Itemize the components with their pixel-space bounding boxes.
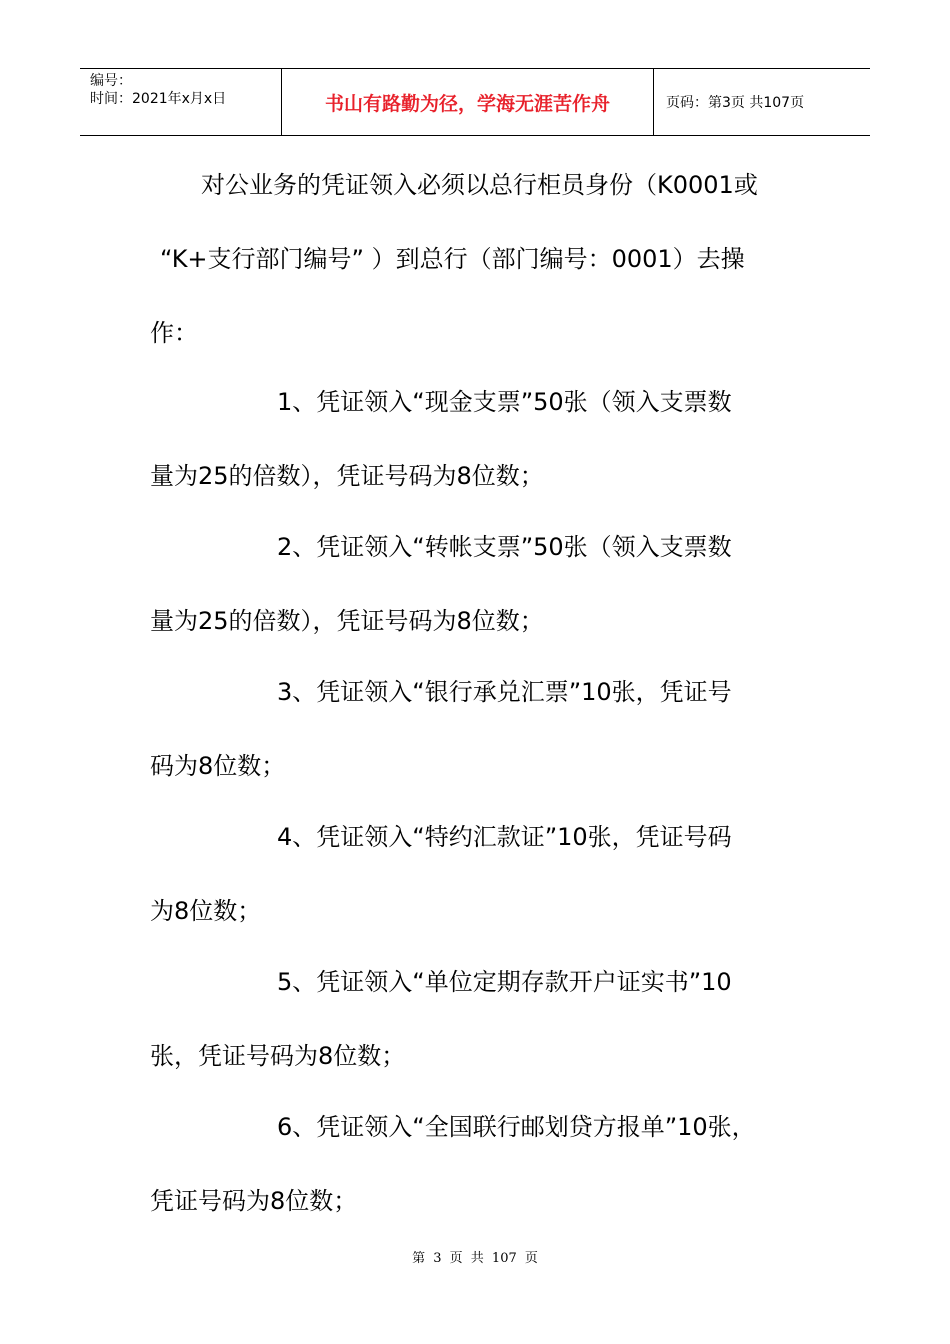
body-line-8: 3、凭证领入“银行承兑汇票”10张，凭证号 [277, 678, 732, 706]
label-time: 时间：2021年x月x日 [90, 91, 227, 107]
body-line-6: 2、凭证领入“转帐支票”50张（领入支票数 [277, 533, 732, 561]
header-page-info: 页码：第3页 共107页 [666, 95, 805, 111]
header-meta [80, 69, 281, 135]
header-motto: 书山有路勤为径，学海无涯苦作舟 [281, 69, 654, 135]
label-number: 编号： [90, 73, 132, 89]
body-line-13: 张，凭证号码为8位数； [150, 1042, 406, 1070]
body-line-15: 凭证号码为8位数； [150, 1187, 358, 1215]
page-footer: 第 3 页 共 107 页 [412, 1251, 538, 1266]
body-line-4: 1、凭证领入“现金支票”50张（领入支票数 [277, 388, 732, 416]
body-line-12: 5、凭证领入“单位定期存款开户证实书”10 [277, 968, 732, 996]
body-line-2: “K+支行部门编号” ）到总行（部门编号：0001）去操 [160, 245, 745, 273]
body-line-7: 量为25的倍数），凭证号码为8位数； [150, 607, 544, 635]
body-line-10: 4、凭证领入“特约汇款证”10张，凭证号码 [277, 823, 732, 851]
body-line-3: 作： [150, 319, 198, 347]
page-header [80, 68, 870, 136]
body-line-5: 量为25的倍数），凭证号码为8位数； [150, 462, 544, 490]
body-line-9: 码为8位数； [150, 752, 286, 780]
body-line-1: 对公业务的凭证领入必须以总行柜员身份（K0001或 [201, 171, 758, 199]
body-line-14: 6、凭证领入“全国联行邮划贷方报单”10张， [277, 1113, 756, 1141]
body-line-11: 为8位数； [150, 897, 262, 925]
